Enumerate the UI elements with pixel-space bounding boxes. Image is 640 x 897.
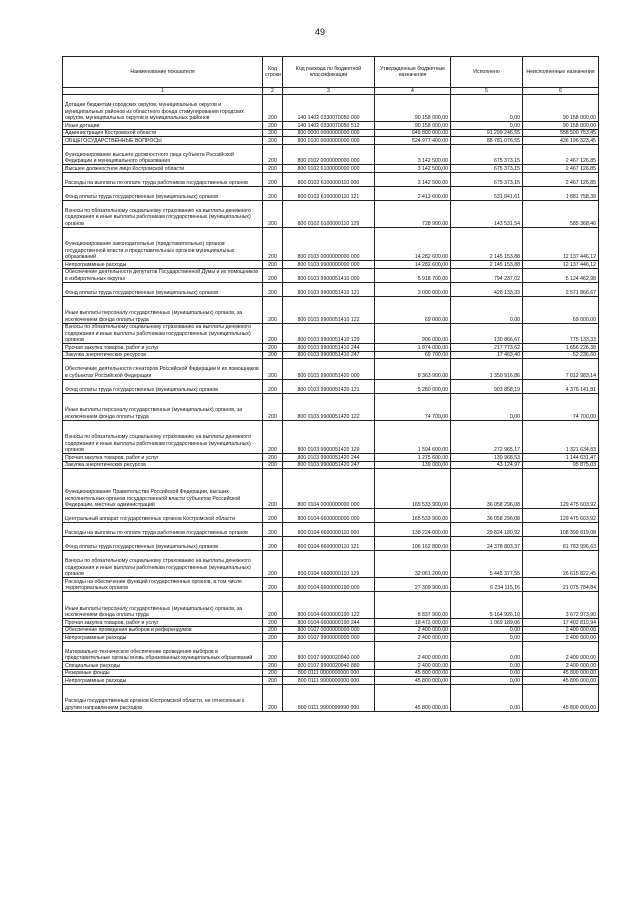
row-line-code: 200	[263, 296, 283, 323]
table-row	[63, 469, 599, 509]
row-line-code: 200	[263, 523, 283, 537]
row-line-code: 200	[263, 351, 283, 359]
row-budget-code: 800 0103 9900051420 129	[283, 420, 375, 454]
table-row	[63, 137, 599, 145]
row-indicator-name: Расходы государственных органов Костромской области, не отнесенные к другим направлениям расходов	[63, 684, 263, 711]
row-budget-code: 800 0111 9900099990 000	[283, 684, 375, 711]
row-indicator-name: Прочая закупка товаров, работ и услуг	[63, 454, 263, 462]
table-row	[63, 509, 599, 523]
row-unexecuted-amount: 1 144 631,47	[523, 454, 599, 462]
row-approved-amount: 106 162 800,00	[375, 537, 451, 551]
row-executed-amount: 0,00	[451, 393, 523, 420]
table-row	[63, 454, 599, 462]
row-unexecuted-amount: 2 467 126,85	[523, 165, 599, 173]
row-approved-amount: 5 918 700,00	[375, 268, 451, 282]
row-indicator-name: Функционирование высшего должностного лица субъекта Российской Федерации и муниципального образования	[63, 144, 263, 165]
row-approved-amount: 14 282 600,00	[375, 261, 451, 269]
row-approved-amount: 74 700,00	[375, 393, 451, 420]
row-approved-amount: 3 000 000,00	[375, 282, 451, 296]
row-budget-code: 800 0103 9900051420 244	[283, 454, 375, 462]
table-row	[63, 144, 599, 165]
table-row	[63, 344, 599, 352]
row-unexecuted-amount: 90 158 000,00	[523, 95, 599, 122]
row-budget-code: 800 0102 6100000110 121	[283, 186, 375, 200]
row-indicator-name: Материально-техническое обеспечение проведения выборов в представительные органы вновь образованных муниципальных образований	[63, 641, 263, 662]
row-unexecuted-amount: 129 475 603,92	[523, 469, 599, 509]
row-indicator-name: Обеспечение деятельности депутатов Государственной Думы и их помощников в избирательных округах	[63, 268, 263, 282]
table-row	[63, 268, 599, 282]
row-indicator-name: Непрограммные расходы	[63, 677, 263, 685]
row-executed-amount: 217 773,62	[451, 344, 523, 352]
row-approved-amount: 906 000,00	[375, 323, 451, 344]
row-budget-code: 800 0104 6600000190 000	[283, 578, 375, 592]
row-unexecuted-amount: 2 467 126,85	[523, 172, 599, 186]
row-line-code: 200	[263, 669, 283, 677]
row-approved-amount: 69 000,00	[375, 296, 451, 323]
row-approved-amount: 14 282 600,00	[375, 227, 451, 261]
row-unexecuted-amount: 74 700,00	[523, 393, 599, 420]
table-row	[63, 420, 599, 454]
row-unexecuted-amount: 81 783 996,63	[523, 537, 599, 551]
page-number: 49	[314, 27, 325, 37]
row-budget-code: 800 0103 9900051420 122	[283, 393, 375, 420]
row-unexecuted-amount: 17 402 810,94	[523, 619, 599, 627]
row-unexecuted-amount: 436 196 323,45	[523, 137, 599, 145]
row-line-code: 200	[263, 379, 283, 393]
row-budget-code: 800 0102 6100000110 129	[283, 200, 375, 227]
row-line-code: 200	[263, 144, 283, 165]
row-unexecuted-amount: 2 400 000,00	[523, 626, 599, 634]
row-approved-amount: 728 900,00	[375, 200, 451, 227]
row-indicator-name: Закупка энергетических ресурсов	[63, 351, 263, 359]
row-executed-amount: 1 350 916,86	[451, 359, 523, 380]
row-line-code: 200	[263, 420, 283, 454]
row-budget-code: 800 0103 9900051410 129	[283, 323, 375, 344]
row-line-code: 200	[263, 393, 283, 420]
row-unexecuted-amount: 585 368,46	[523, 200, 599, 227]
row-line-code: 200	[263, 454, 283, 462]
row-indicator-name: Администрация Костромской области	[63, 129, 263, 137]
row-budget-code: 800 0111 9900000000 000	[283, 677, 375, 685]
row-approved-amount: 90 158 000,00	[375, 95, 451, 122]
row-unexecuted-amount: 52 236,60	[523, 351, 599, 359]
row-indicator-name: Функционирование законодательных (представительных) органов государственной власти и представительных органов муниципальных образований	[63, 227, 263, 261]
row-indicator-name: Взносы по обязательному социальному страхованию на выплаты денежного содержания и иные выплаты работникам государственных (муниципальных) органов	[63, 200, 263, 227]
table-row	[63, 186, 599, 200]
row-indicator-name: Фонд оплаты труда государственных (муниципальных) органов	[63, 282, 263, 296]
row-line-code: 200	[263, 323, 283, 344]
row-indicator-name: Иные дотации	[63, 122, 263, 130]
row-executed-amount: 0,00	[451, 641, 523, 662]
row-line-code: 200	[263, 129, 283, 137]
row-unexecuted-amount: 12 137 446,12	[523, 227, 599, 261]
row-unexecuted-amount: 4 376 141,81	[523, 379, 599, 393]
row-budget-code: 800 0103 9900051410 244	[283, 344, 375, 352]
row-executed-amount: 143 531,54	[451, 200, 523, 227]
table-row	[63, 227, 599, 261]
row-line-code: 200	[263, 677, 283, 685]
row-budget-code: 800 0103 9900051410 247	[283, 351, 375, 359]
row-executed-amount: 428 133,33	[451, 282, 523, 296]
row-indicator-name: Дотации бюджетам городских округов, муниципальных округов и муниципальных районов из областного фонда стимулирования городских округов, муниципальных округов и муниципальных районов	[63, 95, 263, 122]
row-executed-amount: 272 965,17	[451, 420, 523, 454]
row-budget-code: 800 0103 9900000000 000	[283, 261, 375, 269]
row-indicator-name: Прочая закупка товаров, работ и услуг	[63, 619, 263, 627]
row-line-code: 200	[263, 172, 283, 186]
row-unexecuted-amount: 1 656 226,38	[523, 344, 599, 352]
table-row	[63, 592, 599, 619]
table-row	[63, 379, 599, 393]
row-indicator-name: ОБЩЕГОСУДАРСТВЕННЫЕ ВОПРОСЫ	[63, 137, 263, 145]
header-approved-appropriations: Утвержденные бюджетные назначения	[375, 57, 451, 88]
row-executed-amount: 531 841,61	[451, 186, 523, 200]
row-unexecuted-amount: 12 137 446,12	[523, 261, 599, 269]
row-line-code: 200	[263, 344, 283, 352]
row-approved-amount: 18 472 000,00	[375, 619, 451, 627]
row-executed-amount: 675 373,15	[451, 165, 523, 173]
row-unexecuted-amount: 45 800 000,00	[523, 677, 599, 685]
row-approved-amount: 45 800 000,00	[375, 677, 451, 685]
row-indicator-name: Иные выплаты персоналу государственных (муниципальных) органов, за исключением фонда оплаты труда	[63, 393, 263, 420]
row-approved-amount: 2 400 000,00	[375, 626, 451, 634]
column-number: 4	[375, 88, 451, 95]
row-indicator-name: Иные выплаты персоналу государственных (муниципальных) органов, за исключением фонда оплаты труда	[63, 592, 263, 619]
table-row	[63, 393, 599, 420]
row-unexecuted-amount: 45 800 000,00	[523, 684, 599, 711]
row-indicator-name: Фонд оплаты труда государственных (муниципальных) органов	[63, 186, 263, 200]
row-approved-amount: 3 142 500,00	[375, 172, 451, 186]
header-line-code: Код строки	[263, 57, 283, 88]
row-indicator-name: Обеспечение деятельности сенаторов Российской Федерации и их помощников в субъектах Российской Федерации	[63, 359, 263, 380]
row-budget-code: 800 0000 0000000000 000	[283, 129, 375, 137]
row-executed-amount: 43 124,97	[451, 461, 523, 469]
header-indicator-name: Наименование показателя	[63, 57, 263, 88]
row-indicator-name: Расходы на выплаты по оплате труда работников государственных органов	[63, 523, 263, 537]
row-indicator-name: Иные выплаты персоналу государственных (муниципальных) органов, за исключением фонда оплаты труда	[63, 296, 263, 323]
row-budget-code: 800 0104 6600000190 244	[283, 619, 375, 627]
row-unexecuted-amount: 7 012 983,14	[523, 359, 599, 380]
table-row	[63, 282, 599, 296]
row-budget-code: 800 0107 9900020940 000	[283, 641, 375, 662]
row-indicator-name: Непрограммные расходы	[63, 634, 263, 642]
row-budget-code: 800 0104 6600000000 000	[283, 509, 375, 523]
row-line-code: 200	[263, 122, 283, 130]
row-budget-code: 800 0103 0000000000 000	[283, 227, 375, 261]
row-executed-amount: 5 164 926,10	[451, 592, 523, 619]
row-indicator-name: Фонд оплаты труда государственных (муниципальных) органов	[63, 379, 263, 393]
row-approved-amount: 165 533 900,00	[375, 469, 451, 509]
row-unexecuted-amount: 2 400 000,00	[523, 641, 599, 662]
row-line-code: 200	[263, 282, 283, 296]
row-executed-amount: 2 145 153,88	[451, 261, 523, 269]
row-line-code: 200	[263, 95, 283, 122]
table-body	[63, 88, 599, 712]
header-executed: Исполнено	[451, 57, 523, 88]
table-row	[63, 551, 599, 578]
row-executed-amount: 0,00	[451, 677, 523, 685]
table-row	[63, 95, 599, 122]
row-budget-code: 800 0107 9900020940 880	[283, 662, 375, 670]
row-approved-amount: 45 800 000,00	[375, 684, 451, 711]
row-executed-amount: 17 463,40	[451, 351, 523, 359]
table-row	[63, 626, 599, 634]
row-line-code: 200	[263, 165, 283, 173]
row-indicator-name: Фонд оплаты труда государственных (муниципальных) органов	[63, 537, 263, 551]
row-line-code: 200	[263, 634, 283, 642]
row-line-code: 200	[263, 551, 283, 578]
row-approved-amount: 45 800 000,00	[375, 669, 451, 677]
row-unexecuted-amount: 2 571 866,67	[523, 282, 599, 296]
row-executed-amount: 36 058 296,08	[451, 469, 523, 509]
row-approved-amount: 2 400 000,00	[375, 662, 451, 670]
row-line-code: 200	[263, 641, 283, 662]
row-line-code: 200	[263, 537, 283, 551]
column-number: 2	[263, 88, 283, 95]
row-line-code: 200	[263, 227, 283, 261]
row-budget-code: 800 0102 6100000000 000	[283, 165, 375, 173]
table-row	[63, 578, 599, 592]
row-approved-amount: 2 400 000,00	[375, 641, 451, 662]
row-budget-code: 800 0103 9900051410 121	[283, 282, 375, 296]
column-number: 1	[63, 88, 263, 95]
row-executed-amount: 0,00	[451, 684, 523, 711]
row-line-code: 200	[263, 626, 283, 634]
row-unexecuted-amount: 1 881 758,39	[523, 186, 599, 200]
row-executed-amount: 91 299 246,55	[451, 129, 523, 137]
row-approved-amount: 2 400 000,00	[375, 634, 451, 642]
table-row	[63, 172, 599, 186]
row-executed-amount: 1 069 189,06	[451, 619, 523, 627]
row-indicator-name: Непрограммные расходы	[63, 261, 263, 269]
row-line-code: 200	[263, 186, 283, 200]
row-unexecuted-amount: 21 075 784,84	[523, 578, 599, 592]
row-line-code: 200	[263, 461, 283, 469]
table-row	[63, 537, 599, 551]
row-approved-amount: 69 700,00	[375, 351, 451, 359]
row-indicator-name: Резервные фонды	[63, 669, 263, 677]
column-number: 3	[283, 88, 375, 95]
row-approved-amount: 1 275 600,00	[375, 454, 451, 462]
row-unexecuted-amount: 26 615 822,45	[523, 551, 599, 578]
row-unexecuted-amount: 45 800 000,00	[523, 669, 599, 677]
row-indicator-name: Центральный аппарат государственных органов Костромской области	[63, 509, 263, 523]
row-approved-amount: 27 309 900,00	[375, 578, 451, 592]
row-line-code: 200	[263, 359, 283, 380]
table-row	[63, 641, 599, 662]
row-indicator-name: Закупка энергетических ресурсов	[63, 461, 263, 469]
row-line-code: 200	[263, 684, 283, 711]
row-executed-amount: 24 378 803,37	[451, 537, 523, 551]
row-indicator-name: Специальные расходы	[63, 662, 263, 670]
row-unexecuted-amount: 95 875,03	[523, 461, 599, 469]
table-row	[63, 296, 599, 323]
row-line-code: 200	[263, 578, 283, 592]
row-budget-code: 800 0104 6600000190 122	[283, 592, 375, 619]
row-approved-amount: 138 224 000,00	[375, 523, 451, 537]
row-unexecuted-amount: 69 000,00	[523, 296, 599, 323]
row-approved-amount: 3 142 500,00	[375, 165, 451, 173]
table-row	[63, 669, 599, 677]
table-row	[63, 200, 599, 227]
row-indicator-name: Расходы на обеспечение функций государственных органов, в том числе территориальных органов	[63, 578, 263, 592]
row-line-code: 200	[263, 619, 283, 627]
table-row	[63, 634, 599, 642]
row-indicator-name: Функционирование Правительства Российской Федерации, высших исполнительных органов государственной власти субъектов Российской Федерации, местных администраций	[63, 469, 263, 509]
row-budget-code: 800 0103 9900051420 247	[283, 461, 375, 469]
row-executed-amount: 0,00	[451, 662, 523, 670]
row-line-code: 200	[263, 268, 283, 282]
row-indicator-name: Взносы по обязательному социальному страхованию на выплаты денежного содержания и иные выплаты работникам государственных (муниципальных) органов	[63, 323, 263, 344]
row-approved-amount: 139 000,00	[375, 461, 451, 469]
table-row	[63, 165, 599, 173]
row-indicator-name: Расходы на выплаты по оплате труда работников государственных органов	[63, 172, 263, 186]
row-budget-code: 800 0103 9900051420 121	[283, 379, 375, 393]
row-unexecuted-amount: 90 158 000,00	[523, 122, 599, 130]
row-executed-amount: 903 858,19	[451, 379, 523, 393]
row-approved-amount: 5 280 000,00	[375, 379, 451, 393]
row-budget-code: 800 0107 9900000000 000	[283, 634, 375, 642]
row-approved-amount: 1 594 600,00	[375, 420, 451, 454]
row-unexecuted-amount: 1 321 634,83	[523, 420, 599, 454]
row-executed-amount: 0,00	[451, 634, 523, 642]
column-number: 5	[451, 88, 523, 95]
row-approved-amount: 1 874 000,00	[375, 344, 451, 352]
row-executed-amount: 794 237,02	[451, 268, 523, 282]
row-executed-amount: 130 866,67	[451, 323, 523, 344]
row-executed-amount: 2 145 153,88	[451, 227, 523, 261]
column-number-row	[63, 88, 599, 95]
row-executed-amount: 5 445 377,55	[451, 551, 523, 578]
row-budget-code: 800 0102 6100000110 000	[283, 172, 375, 186]
row-indicator-name: Взносы по обязательному социальному страхованию на выплаты денежного содержания и иные выплаты работникам государственных (муниципальных) органов	[63, 420, 263, 454]
column-number: 6	[523, 88, 599, 95]
row-approved-amount: 649 800 000,00	[375, 129, 451, 137]
row-unexecuted-amount: 5 124 462,98	[523, 268, 599, 282]
row-unexecuted-amount: 2 467 126,85	[523, 144, 599, 165]
row-budget-code: 800 0102 0000000000 000	[283, 144, 375, 165]
row-budget-code: 800 0104 0000000000 000	[283, 469, 375, 509]
header-unexecuted-appropriations: Неисполненные назначения	[523, 57, 599, 88]
table-header-row	[63, 57, 599, 88]
row-executed-amount: 29 824 180,92	[451, 523, 523, 537]
row-approved-amount: 32 061 200,00	[375, 551, 451, 578]
table-row	[63, 677, 599, 685]
row-indicator-name: Высшее должностное лицо Костромской области	[63, 165, 263, 173]
row-budget-code: 800 0104 6600000110 129	[283, 551, 375, 578]
row-unexecuted-amount: 2 400 000,00	[523, 634, 599, 642]
row-budget-code: 140 1402 0330070050 512	[283, 122, 375, 130]
table-row	[63, 619, 599, 627]
row-executed-amount: 0,00	[451, 626, 523, 634]
table-row	[63, 351, 599, 359]
row-line-code: 200	[263, 200, 283, 227]
row-budget-code: 800 0104 6600000110 000	[283, 523, 375, 537]
row-budget-code: 800 0100 0000000000 000	[283, 137, 375, 145]
row-executed-amount: 6 234 115,16	[451, 578, 523, 592]
row-budget-code: 800 0103 9900051420 000	[283, 359, 375, 380]
row-executed-amount: 0,00	[451, 122, 523, 130]
row-unexecuted-amount: 3 672 973,90	[523, 592, 599, 619]
row-budget-code: 140 1402 0330070050 000	[283, 95, 375, 122]
row-approved-amount: 165 533 900,00	[375, 509, 451, 523]
row-approved-amount: 2 413 600,00	[375, 186, 451, 200]
row-approved-amount: 524 977 400,00	[375, 137, 451, 145]
table-row	[63, 461, 599, 469]
table-row	[63, 122, 599, 130]
row-unexecuted-amount: 558 500 753,45	[523, 129, 599, 137]
row-line-code: 200	[263, 509, 283, 523]
budget-execution-table	[62, 56, 599, 712]
row-executed-amount: 0,00	[451, 95, 523, 122]
table-row	[63, 359, 599, 380]
row-unexecuted-amount: 108 399 819,08	[523, 523, 599, 537]
row-budget-code: 800 0103 9900051410 122	[283, 296, 375, 323]
row-executed-amount: 0,00	[451, 296, 523, 323]
row-executed-amount: 36 058 296,08	[451, 509, 523, 523]
row-line-code: 200	[263, 662, 283, 670]
row-line-code: 200	[263, 592, 283, 619]
row-line-code: 200	[263, 137, 283, 145]
row-unexecuted-amount: 2 400 000,00	[523, 662, 599, 670]
row-executed-amount: 0,00	[451, 669, 523, 677]
table-row	[63, 523, 599, 537]
row-unexecuted-amount: 129 475 603,92	[523, 509, 599, 523]
table-row	[63, 662, 599, 670]
row-approved-amount: 8 363 900,00	[375, 359, 451, 380]
row-executed-amount: 675 373,15	[451, 144, 523, 165]
row-budget-code: 800 0103 9900051410 000	[283, 268, 375, 282]
row-line-code: 200	[263, 261, 283, 269]
row-budget-code: 800 0104 6600000110 121	[283, 537, 375, 551]
table-row	[63, 261, 599, 269]
row-approved-amount: 3 142 500,00	[375, 144, 451, 165]
row-line-code: 200	[263, 469, 283, 509]
row-indicator-name: Прочая закупка товаров, работ и услуг	[63, 344, 263, 352]
row-unexecuted-amount: 775 133,33	[523, 323, 599, 344]
header-budget-classification-code: Код расхода по бюджетной классификации	[283, 57, 375, 88]
table-row	[63, 323, 599, 344]
row-budget-code: 800 0111 0000000000 000	[283, 669, 375, 677]
row-executed-amount: 130 968,53	[451, 454, 523, 462]
table-row	[63, 684, 599, 711]
row-approved-amount: 90 158 000,00	[375, 122, 451, 130]
row-budget-code: 800 0107 0000000000 000	[283, 626, 375, 634]
row-executed-amount: 675 373,15	[451, 172, 523, 186]
row-indicator-name: Обеспечение проведения выборов и референдумов	[63, 626, 263, 634]
row-indicator-name: Взносы по обязательному социальному страхованию на выплаты денежного содержания и иные выплаты работникам государственных (муниципальных) органов	[63, 551, 263, 578]
row-approved-amount: 8 837 900,00	[375, 592, 451, 619]
row-executed-amount: 88 781 076,55	[451, 137, 523, 145]
table-row	[63, 129, 599, 137]
